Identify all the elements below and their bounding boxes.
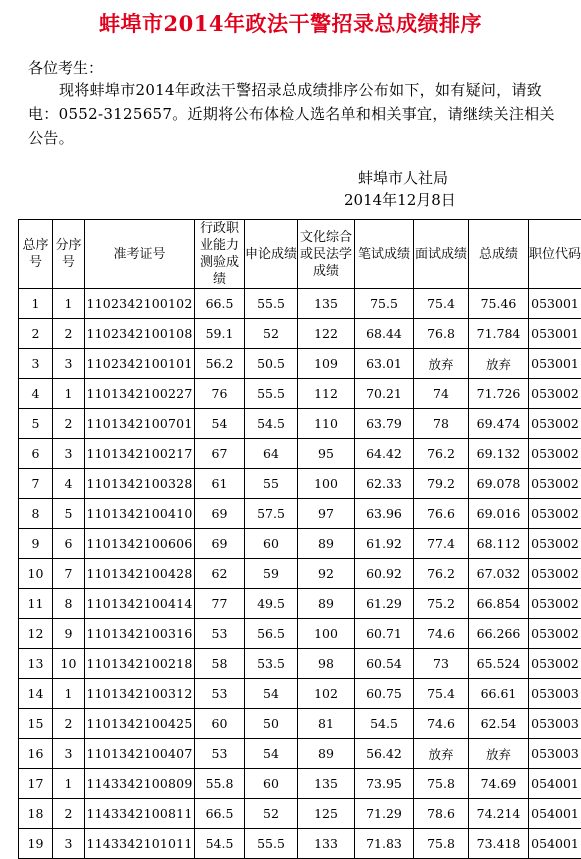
table-cell: 77.4 — [414, 529, 469, 559]
table-cell: 64.42 — [355, 439, 414, 469]
table-cell: 50 — [245, 709, 298, 739]
table-cell: 89 — [298, 529, 355, 559]
table-cell: 49.5 — [245, 589, 298, 619]
table-cell: 135 — [298, 289, 355, 319]
table-cell: 69.078 — [469, 469, 529, 499]
table-cell: 55 — [245, 469, 298, 499]
table-cell: 13 — [19, 649, 53, 679]
table-cell: 053002 — [529, 529, 581, 559]
table-cell: 63.96 — [355, 499, 414, 529]
table-cell: 3 — [53, 439, 85, 469]
table-cell: 70.21 — [355, 379, 414, 409]
table-cell: 54.5 — [245, 409, 298, 439]
table-cell: 71.726 — [469, 379, 529, 409]
table-cell: 1 — [53, 679, 85, 709]
table-cell: 56.2 — [195, 349, 245, 379]
table-body — [19, 289, 581, 859]
table-cell: 74 — [414, 379, 469, 409]
table-cell: 75.5 — [355, 289, 414, 319]
table-cell: 1102342100101 — [85, 349, 195, 379]
table-cell: 放弃 — [414, 349, 469, 379]
table-cell: 76.8 — [414, 319, 469, 349]
table-cell: 76.2 — [414, 559, 469, 589]
table-cell: 053001 — [529, 349, 581, 379]
table-cell: 97 — [298, 499, 355, 529]
table-cell: 75.2 — [414, 589, 469, 619]
table-cell: 053002 — [529, 589, 581, 619]
table-row — [19, 559, 581, 589]
table-cell: 053002 — [529, 409, 581, 439]
table-cell: 4 — [53, 469, 85, 499]
table-cell: 68.44 — [355, 319, 414, 349]
table-cell: 19 — [19, 829, 53, 859]
column-header: 准考证号 — [85, 220, 195, 289]
table-cell: 125 — [298, 799, 355, 829]
table-row — [19, 409, 581, 439]
table-cell: 9 — [19, 529, 53, 559]
table-cell: 2 — [53, 319, 85, 349]
table-cell: 78.6 — [414, 799, 469, 829]
table-cell: 1143342100811 — [85, 799, 195, 829]
table-cell: 054001 — [529, 799, 581, 829]
table-row — [19, 379, 581, 409]
table-cell: 77 — [195, 589, 245, 619]
table-cell: 1101342100218 — [85, 649, 195, 679]
column-header: 申论成绩 — [245, 220, 298, 289]
issue-date: 2014年12月8日 — [344, 189, 456, 210]
table-row — [19, 739, 581, 769]
table-cell: 55.5 — [245, 379, 298, 409]
table-cell: 73.95 — [355, 769, 414, 799]
table-cell: 1101342100407 — [85, 739, 195, 769]
table-row — [19, 499, 581, 529]
table-row — [19, 289, 581, 319]
table-row — [19, 469, 581, 499]
table-cell: 2 — [53, 409, 85, 439]
table-cell: 92 — [298, 559, 355, 589]
table-cell: 100 — [298, 619, 355, 649]
table-cell: 52 — [245, 319, 298, 349]
table-cell: 63.79 — [355, 409, 414, 439]
table-cell: 69.474 — [469, 409, 529, 439]
table-row — [19, 799, 581, 829]
table-cell: 68.112 — [469, 529, 529, 559]
table-cell: 1101342100414 — [85, 589, 195, 619]
table-row — [19, 349, 581, 379]
table-cell: 58 — [195, 649, 245, 679]
table-cell: 3 — [53, 739, 85, 769]
table-cell: 放弃 — [414, 739, 469, 769]
table-row — [19, 649, 581, 679]
table-cell: 1101342100701 — [85, 409, 195, 439]
table-cell: 53.5 — [245, 649, 298, 679]
table-cell: 62 — [195, 559, 245, 589]
table-cell: 62.33 — [355, 469, 414, 499]
table-cell: 56.42 — [355, 739, 414, 769]
table-cell: 5 — [53, 499, 85, 529]
table-cell: 65.524 — [469, 649, 529, 679]
table-cell: 59.1 — [195, 319, 245, 349]
table-cell: 135 — [298, 769, 355, 799]
column-header: 分序号 — [53, 220, 85, 289]
table-cell: 61.29 — [355, 589, 414, 619]
table-row — [19, 679, 581, 709]
table-cell: 60 — [195, 709, 245, 739]
page-title: 蚌埠市2014年政法干警招录总成绩排序 — [0, 8, 581, 38]
table-cell: 66.5 — [195, 289, 245, 319]
notice-body: 现将蚌埠市2014年政法干警招录总成绩排序公布如下，如有疑问，请致电：0552-3125657。近期将公布体检人选名单和相关事宜，请继续关注相关公告。 — [28, 78, 558, 150]
table-cell: 112 — [298, 379, 355, 409]
table-cell: 60.71 — [355, 619, 414, 649]
table-cell: 75.8 — [414, 769, 469, 799]
table-cell: 1101342100606 — [85, 529, 195, 559]
column-header: 行政职业能力测验成绩 — [195, 220, 245, 289]
table-cell: 7 — [19, 469, 53, 499]
table-cell: 66.5 — [195, 799, 245, 829]
column-header: 总成绩 — [469, 220, 529, 289]
table-cell: 053002 — [529, 619, 581, 649]
table-cell: 2 — [53, 709, 85, 739]
table-cell: 18 — [19, 799, 53, 829]
table-cell: 98 — [298, 649, 355, 679]
column-header: 文化综合或民法学成绩 — [298, 220, 355, 289]
column-header: 职位代码 — [529, 220, 581, 289]
table-cell: 71.29 — [355, 799, 414, 829]
column-header: 总序号 — [19, 220, 53, 289]
table-cell: 1 — [53, 379, 85, 409]
table-row — [19, 769, 581, 799]
table-cell: 61.92 — [355, 529, 414, 559]
table-cell: 71.784 — [469, 319, 529, 349]
table-cell: 放弃 — [469, 349, 529, 379]
table-cell: 62.54 — [469, 709, 529, 739]
table-cell: 100 — [298, 469, 355, 499]
table-header-row — [19, 220, 581, 289]
table-cell: 57.5 — [245, 499, 298, 529]
table-cell: 59 — [245, 559, 298, 589]
table-cell: 17 — [19, 769, 53, 799]
table-cell: 54 — [245, 739, 298, 769]
table-cell: 64 — [245, 439, 298, 469]
greeting: 各位考生： — [28, 57, 103, 78]
table-cell: 1101342100410 — [85, 499, 195, 529]
table-cell: 3 — [19, 349, 53, 379]
table-cell: 10 — [19, 559, 53, 589]
table-cell: 60.92 — [355, 559, 414, 589]
table-cell: 16 — [19, 739, 53, 769]
table-cell: 054001 — [529, 829, 581, 859]
table-cell: 1101342100312 — [85, 679, 195, 709]
table-cell: 053003 — [529, 739, 581, 769]
table-cell: 75.46 — [469, 289, 529, 319]
table-cell: 54.5 — [195, 829, 245, 859]
table-cell: 053002 — [529, 649, 581, 679]
table-cell: 67.032 — [469, 559, 529, 589]
table-cell: 60 — [245, 529, 298, 559]
table-cell: 3 — [53, 829, 85, 859]
table-cell: 1101342100227 — [85, 379, 195, 409]
table-cell: 110 — [298, 409, 355, 439]
table-cell: 10 — [53, 649, 85, 679]
table-cell: 78 — [414, 409, 469, 439]
table-cell: 79.2 — [414, 469, 469, 499]
table-cell: 2 — [19, 319, 53, 349]
table-cell: 52 — [245, 799, 298, 829]
table-cell: 73.418 — [469, 829, 529, 859]
table-cell: 6 — [19, 439, 53, 469]
table-cell: 053001 — [529, 289, 581, 319]
table-row — [19, 829, 581, 859]
table-cell: 6 — [53, 529, 85, 559]
table-cell: 89 — [298, 739, 355, 769]
table-cell: 053002 — [529, 559, 581, 589]
table-cell: 50.5 — [245, 349, 298, 379]
table-cell: 76.2 — [414, 439, 469, 469]
table-cell: 66.266 — [469, 619, 529, 649]
table-cell: 75.8 — [414, 829, 469, 859]
table-cell: 95 — [298, 439, 355, 469]
table-cell: 053002 — [529, 379, 581, 409]
score-table — [18, 219, 581, 859]
table-cell: 122 — [298, 319, 355, 349]
table-cell: 69 — [195, 499, 245, 529]
table-row — [19, 619, 581, 649]
table-cell: 1101342100316 — [85, 619, 195, 649]
table-cell: 55.8 — [195, 769, 245, 799]
table-cell: 1143342100809 — [85, 769, 195, 799]
table-row — [19, 709, 581, 739]
table-cell: 76 — [195, 379, 245, 409]
table-cell: 55.5 — [245, 289, 298, 319]
table-cell: 63.01 — [355, 349, 414, 379]
table-cell: 74.214 — [469, 799, 529, 829]
table-cell: 75.4 — [414, 289, 469, 319]
table-cell: 1101342100425 — [85, 709, 195, 739]
table-cell: 1101342100328 — [85, 469, 195, 499]
table-cell: 55.5 — [245, 829, 298, 859]
table-row — [19, 589, 581, 619]
table-cell: 1102342100108 — [85, 319, 195, 349]
table-cell: 76.6 — [414, 499, 469, 529]
issuer: 蚌埠市人社局 — [358, 167, 448, 188]
table-cell: 053002 — [529, 469, 581, 499]
table-cell: 053001 — [529, 319, 581, 349]
table-cell: 11 — [19, 589, 53, 619]
table-cell: 8 — [53, 589, 85, 619]
table-cell: 69.132 — [469, 439, 529, 469]
table-cell: 1 — [19, 289, 53, 319]
table-cell: 1143342101011 — [85, 829, 195, 859]
table-cell: 3 — [53, 349, 85, 379]
table-cell: 4 — [19, 379, 53, 409]
table-cell: 71.83 — [355, 829, 414, 859]
table-cell: 61 — [195, 469, 245, 499]
table-row — [19, 529, 581, 559]
table-cell: 1101342100217 — [85, 439, 195, 469]
table-cell: 53 — [195, 619, 245, 649]
table-cell: 053002 — [529, 439, 581, 469]
table-cell: 2 — [53, 799, 85, 829]
table-cell: 60.75 — [355, 679, 414, 709]
table-cell: 54 — [195, 409, 245, 439]
table-cell: 8 — [19, 499, 53, 529]
table-cell: 5 — [19, 409, 53, 439]
table-cell: 1 — [53, 769, 85, 799]
table-cell: 74.6 — [414, 619, 469, 649]
table-cell: 60 — [245, 769, 298, 799]
table-cell: 53 — [195, 739, 245, 769]
table-cell: 89 — [298, 589, 355, 619]
table-cell: 1101342100428 — [85, 559, 195, 589]
table-cell: 7 — [53, 559, 85, 589]
table-cell: 054001 — [529, 769, 581, 799]
table-cell: 1 — [53, 289, 85, 319]
table-cell: 12 — [19, 619, 53, 649]
table-cell: 75.4 — [414, 679, 469, 709]
table-cell: 9 — [53, 619, 85, 649]
table-cell: 15 — [19, 709, 53, 739]
table-cell: 73 — [414, 649, 469, 679]
table-cell: 54.5 — [355, 709, 414, 739]
table-cell: 69.016 — [469, 499, 529, 529]
table-cell: 1102342100102 — [85, 289, 195, 319]
table-cell: 66.61 — [469, 679, 529, 709]
table-cell: 053002 — [529, 499, 581, 529]
table-cell: 69 — [195, 529, 245, 559]
table-cell: 133 — [298, 829, 355, 859]
table-cell: 60.54 — [355, 649, 414, 679]
table-cell: 53 — [195, 679, 245, 709]
table-cell: 109 — [298, 349, 355, 379]
table-cell: 放弃 — [469, 739, 529, 769]
table-cell: 66.854 — [469, 589, 529, 619]
table-cell: 56.5 — [245, 619, 298, 649]
table-row — [19, 319, 581, 349]
column-header: 面试成绩 — [414, 220, 469, 289]
table-cell: 053003 — [529, 679, 581, 709]
table-cell: 54 — [245, 679, 298, 709]
table-cell: 14 — [19, 679, 53, 709]
table-cell: 74.69 — [469, 769, 529, 799]
table-cell: 67 — [195, 439, 245, 469]
table-row — [19, 439, 581, 469]
table-cell: 74.6 — [414, 709, 469, 739]
column-header: 笔试成绩 — [355, 220, 414, 289]
table-cell: 102 — [298, 679, 355, 709]
table-cell: 81 — [298, 709, 355, 739]
table-cell: 053003 — [529, 709, 581, 739]
